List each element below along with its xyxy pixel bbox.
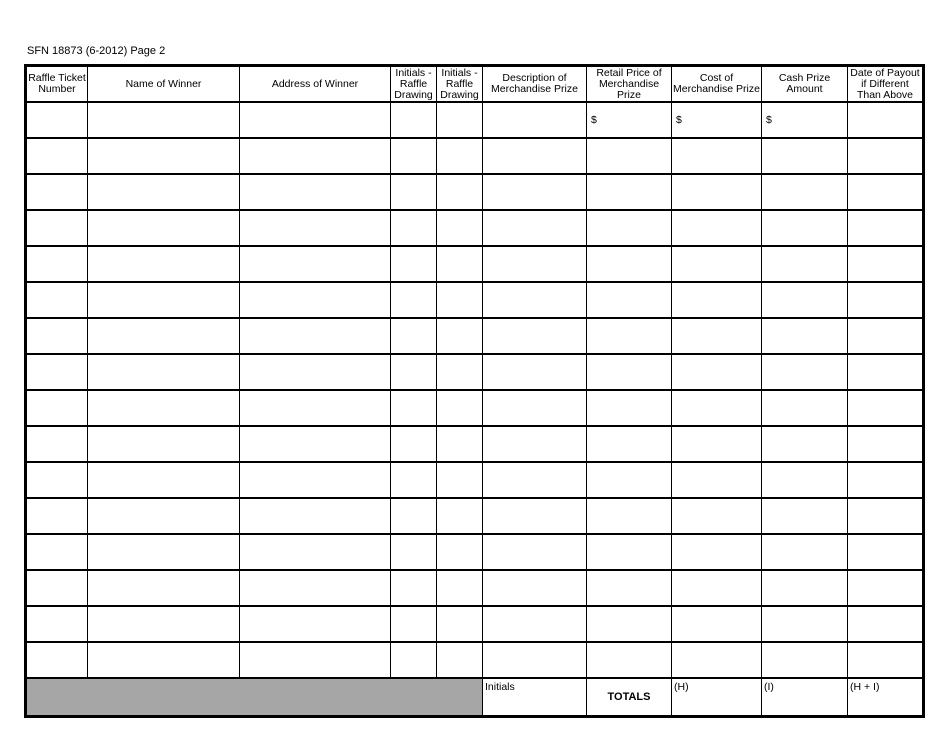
payout-date-cell[interactable] xyxy=(848,390,924,426)
table-row xyxy=(26,282,924,318)
payout-date-cell[interactable] xyxy=(848,426,924,462)
winner-name-cell[interactable] xyxy=(88,174,240,210)
winner-name-cell[interactable] xyxy=(88,498,240,534)
ticket-number-cell[interactable] xyxy=(26,426,88,462)
shaded-area xyxy=(26,678,483,717)
cash-prize-cell[interactable] xyxy=(762,426,848,462)
prize-description-cell[interactable] xyxy=(483,354,587,390)
initials-2-cell[interactable] xyxy=(437,534,483,570)
winner-address-cell[interactable] xyxy=(240,246,391,282)
prize-description-cell[interactable] xyxy=(483,570,587,606)
table-row xyxy=(26,534,924,570)
ticket-number-cell[interactable] xyxy=(26,318,88,354)
winner-address-cell[interactable] xyxy=(240,462,391,498)
merchandise-cost-cell[interactable] xyxy=(672,462,762,498)
cash-prize-cell[interactable] xyxy=(762,642,848,678)
winner-name-cell[interactable] xyxy=(88,354,240,390)
winner-address-cell[interactable] xyxy=(240,138,391,174)
prize-description-cell[interactable] xyxy=(483,534,587,570)
retail-price-cell[interactable] xyxy=(587,282,672,318)
table-row xyxy=(26,390,924,426)
prize-description-cell[interactable] xyxy=(483,246,587,282)
payout-date-cell[interactable] xyxy=(848,498,924,534)
retail-price-cell[interactable] xyxy=(587,138,672,174)
total-cash-cell[interactable]: (I) xyxy=(762,678,848,717)
initials-2-cell[interactable] xyxy=(437,498,483,534)
retail-price-cell[interactable]: $ xyxy=(587,102,672,138)
ticket-number-cell[interactable] xyxy=(26,246,88,282)
table-row xyxy=(26,570,924,606)
cash-prize-cell[interactable] xyxy=(762,354,848,390)
ticket-number-cell[interactable] xyxy=(26,462,88,498)
payout-date-cell[interactable] xyxy=(848,534,924,570)
ticket-number-cell[interactable] xyxy=(26,498,88,534)
payout-date-cell[interactable] xyxy=(848,570,924,606)
merchandise-cost-cell[interactable] xyxy=(672,606,762,642)
initials-1-cell[interactable] xyxy=(391,246,437,282)
initials-2-cell[interactable] xyxy=(437,246,483,282)
cash-prize-cell[interactable] xyxy=(762,246,848,282)
totals-row xyxy=(26,678,924,717)
retail-price-cell[interactable] xyxy=(587,210,672,246)
retail-price-cell[interactable] xyxy=(587,462,672,498)
winner-name-cell[interactable] xyxy=(88,318,240,354)
payout-date-cell[interactable] xyxy=(848,354,924,390)
retail-price-cell[interactable] xyxy=(587,426,672,462)
table-row xyxy=(26,354,924,390)
winner-name-cell[interactable] xyxy=(88,534,240,570)
initials-1-cell[interactable] xyxy=(391,462,437,498)
merchandise-cost-cell[interactable] xyxy=(672,246,762,282)
header-winner-address: Address of Winner xyxy=(240,66,391,103)
ticket-number-cell[interactable] xyxy=(26,210,88,246)
ticket-number-cell[interactable] xyxy=(26,138,88,174)
initials-1-cell[interactable] xyxy=(391,282,437,318)
winner-name-cell[interactable] xyxy=(88,606,240,642)
merchandise-cost-cell[interactable] xyxy=(672,534,762,570)
initials-2-cell[interactable] xyxy=(437,102,483,138)
header-initials-2: Initials - Raffle Drawing xyxy=(437,66,483,103)
prize-description-cell[interactable] xyxy=(483,210,587,246)
header-prize-description: Description of Merchandise Prize xyxy=(483,66,587,103)
initials-2-cell[interactable] xyxy=(437,570,483,606)
table-row xyxy=(26,606,924,642)
retail-price-cell[interactable] xyxy=(587,354,672,390)
merchandise-cost-cell[interactable] xyxy=(672,498,762,534)
table-row xyxy=(26,210,924,246)
ticket-number-cell[interactable] xyxy=(26,642,88,678)
initials-1-cell[interactable] xyxy=(391,534,437,570)
initials-1-cell[interactable] xyxy=(391,138,437,174)
winner-address-cell[interactable] xyxy=(240,570,391,606)
winner-address-cell[interactable] xyxy=(240,354,391,390)
winner-name-cell[interactable] xyxy=(88,246,240,282)
retail-price-cell[interactable] xyxy=(587,390,672,426)
initials-2-cell[interactable] xyxy=(437,138,483,174)
payout-date-cell[interactable] xyxy=(848,246,924,282)
merchandise-cost-cell[interactable] xyxy=(672,138,762,174)
ticket-number-cell[interactable] xyxy=(26,282,88,318)
cash-prize-cell[interactable] xyxy=(762,606,848,642)
header-cash-prize: Cash Prize Amount xyxy=(762,66,848,103)
form-identifier: SFN 18873 (6-2012) Page 2 xyxy=(27,45,166,57)
retail-price-cell[interactable] xyxy=(587,318,672,354)
winner-address-cell[interactable] xyxy=(240,102,391,138)
initials-1-cell[interactable] xyxy=(391,174,437,210)
winner-address-cell[interactable] xyxy=(240,534,391,570)
table-row xyxy=(26,102,924,138)
merchandise-cost-cell[interactable] xyxy=(672,390,762,426)
header-retail-price: Retail Price of Merchandise Prize xyxy=(587,66,672,103)
merchandise-cost-cell[interactable] xyxy=(672,174,762,210)
ticket-number-cell[interactable] xyxy=(26,570,88,606)
table-row xyxy=(26,138,924,174)
winner-name-cell[interactable] xyxy=(88,102,240,138)
payout-date-cell[interactable] xyxy=(848,642,924,678)
winner-address-cell[interactable] xyxy=(240,606,391,642)
retail-price-cell[interactable] xyxy=(587,174,672,210)
cash-prize-cell[interactable] xyxy=(762,210,848,246)
initials-cell[interactable]: Initials xyxy=(483,678,587,717)
initials-1-cell[interactable] xyxy=(391,102,437,138)
payout-date-cell[interactable] xyxy=(848,102,924,138)
winner-address-cell[interactable] xyxy=(240,210,391,246)
cash-prize-cell[interactable] xyxy=(762,390,848,426)
merchandise-cost-cell[interactable] xyxy=(672,282,762,318)
initials-1-cell[interactable] xyxy=(391,210,437,246)
winner-name-cell[interactable] xyxy=(88,282,240,318)
initials-1-cell[interactable] xyxy=(391,354,437,390)
merchandise-cost-cell[interactable] xyxy=(672,318,762,354)
retail-price-cell[interactable] xyxy=(587,498,672,534)
retail-price-cell[interactable] xyxy=(587,534,672,570)
prize-description-cell[interactable] xyxy=(483,102,587,138)
prize-description-cell[interactable] xyxy=(483,426,587,462)
retail-price-cell[interactable] xyxy=(587,642,672,678)
table-row xyxy=(26,246,924,282)
initials-1-cell[interactable] xyxy=(391,426,437,462)
initials-2-cell[interactable] xyxy=(437,282,483,318)
prize-description-cell[interactable] xyxy=(483,282,587,318)
header-merchandise-cost: Cost of Merchandise Prize xyxy=(672,66,762,103)
header-row xyxy=(26,66,924,103)
cash-prize-cell[interactable] xyxy=(762,318,848,354)
cash-prize-cell[interactable] xyxy=(762,462,848,498)
header-initials-1: Initials - Raffle Drawing xyxy=(391,66,437,103)
total-cost-cell[interactable]: (H) xyxy=(672,678,762,717)
cash-prize-cell[interactable] xyxy=(762,570,848,606)
winner-name-cell[interactable] xyxy=(88,570,240,606)
header-winner-name: Name of Winner xyxy=(88,66,240,103)
winner-address-cell[interactable] xyxy=(240,318,391,354)
prize-description-cell[interactable] xyxy=(483,498,587,534)
winner-address-cell[interactable] xyxy=(240,174,391,210)
header-ticket-number: Raffle Ticket Number xyxy=(26,66,88,103)
winner-address-cell[interactable] xyxy=(240,498,391,534)
initials-2-cell[interactable] xyxy=(437,606,483,642)
initials-1-cell[interactable] xyxy=(391,570,437,606)
prize-description-cell[interactable] xyxy=(483,138,587,174)
initials-1-cell[interactable] xyxy=(391,642,437,678)
winner-name-cell[interactable] xyxy=(88,138,240,174)
initials-1-cell[interactable] xyxy=(391,318,437,354)
payout-date-cell[interactable] xyxy=(848,138,924,174)
ticket-number-cell[interactable] xyxy=(26,102,88,138)
initials-2-cell[interactable] xyxy=(437,354,483,390)
winner-address-cell[interactable] xyxy=(240,390,391,426)
prize-description-cell[interactable] xyxy=(483,318,587,354)
winner-rows xyxy=(26,102,924,678)
merchandise-cost-cell[interactable] xyxy=(672,354,762,390)
initials-2-cell[interactable] xyxy=(437,318,483,354)
initials-2-cell[interactable] xyxy=(437,426,483,462)
prize-description-cell[interactable] xyxy=(483,174,587,210)
payout-date-cell[interactable] xyxy=(848,282,924,318)
winner-name-cell[interactable] xyxy=(88,390,240,426)
prize-description-cell[interactable] xyxy=(483,642,587,678)
initials-2-cell[interactable] xyxy=(437,174,483,210)
cash-prize-cell[interactable] xyxy=(762,282,848,318)
table-row xyxy=(26,462,924,498)
initials-1-cell[interactable] xyxy=(391,498,437,534)
initials-2-cell[interactable] xyxy=(437,642,483,678)
merchandise-cost-cell[interactable] xyxy=(672,210,762,246)
prize-description-cell[interactable] xyxy=(483,462,587,498)
prize-description-cell[interactable] xyxy=(483,606,587,642)
ticket-number-cell[interactable] xyxy=(26,390,88,426)
cash-prize-cell[interactable] xyxy=(762,174,848,210)
initials-1-cell[interactable] xyxy=(391,390,437,426)
retail-price-cell[interactable] xyxy=(587,606,672,642)
ticket-number-cell[interactable] xyxy=(26,606,88,642)
merchandise-cost-cell[interactable] xyxy=(672,570,762,606)
winner-name-cell[interactable] xyxy=(88,642,240,678)
totals-label: TOTALS xyxy=(587,678,672,717)
cash-prize-cell[interactable]: $ xyxy=(762,102,848,138)
merchandise-cost-cell[interactable] xyxy=(672,642,762,678)
header-payout-date: Date of Payout if Different Than Above xyxy=(848,66,924,103)
cash-prize-cell[interactable] xyxy=(762,138,848,174)
retail-price-cell[interactable] xyxy=(587,570,672,606)
initials-2-cell[interactable] xyxy=(437,390,483,426)
retail-price-cell[interactable] xyxy=(587,246,672,282)
table-row xyxy=(26,642,924,678)
payout-date-cell[interactable] xyxy=(848,210,924,246)
ticket-number-cell[interactable] xyxy=(26,354,88,390)
winner-address-cell[interactable] xyxy=(240,426,391,462)
raffle-winners-table xyxy=(24,64,925,718)
cash-prize-cell[interactable] xyxy=(762,498,848,534)
table-row xyxy=(26,174,924,210)
winner-name-cell[interactable] xyxy=(88,210,240,246)
initials-2-cell[interactable] xyxy=(437,462,483,498)
ticket-number-cell[interactable] xyxy=(26,534,88,570)
initials-2-cell[interactable] xyxy=(437,210,483,246)
payout-date-cell[interactable] xyxy=(848,462,924,498)
payout-date-cell[interactable] xyxy=(848,174,924,210)
merchandise-cost-cell[interactable] xyxy=(672,426,762,462)
merchandise-cost-cell[interactable]: $ xyxy=(672,102,762,138)
initials-1-cell[interactable] xyxy=(391,606,437,642)
winner-address-cell[interactable] xyxy=(240,642,391,678)
cash-prize-cell[interactable] xyxy=(762,534,848,570)
grand-total-cell[interactable]: (H + I) xyxy=(848,678,924,717)
ticket-number-cell[interactable] xyxy=(26,174,88,210)
table-row xyxy=(26,426,924,462)
payout-date-cell[interactable] xyxy=(848,318,924,354)
payout-date-cell[interactable] xyxy=(848,606,924,642)
winner-address-cell[interactable] xyxy=(240,282,391,318)
prize-description-cell[interactable] xyxy=(483,390,587,426)
table-row xyxy=(26,318,924,354)
winner-name-cell[interactable] xyxy=(88,426,240,462)
winner-name-cell[interactable] xyxy=(88,462,240,498)
table-row xyxy=(26,498,924,534)
